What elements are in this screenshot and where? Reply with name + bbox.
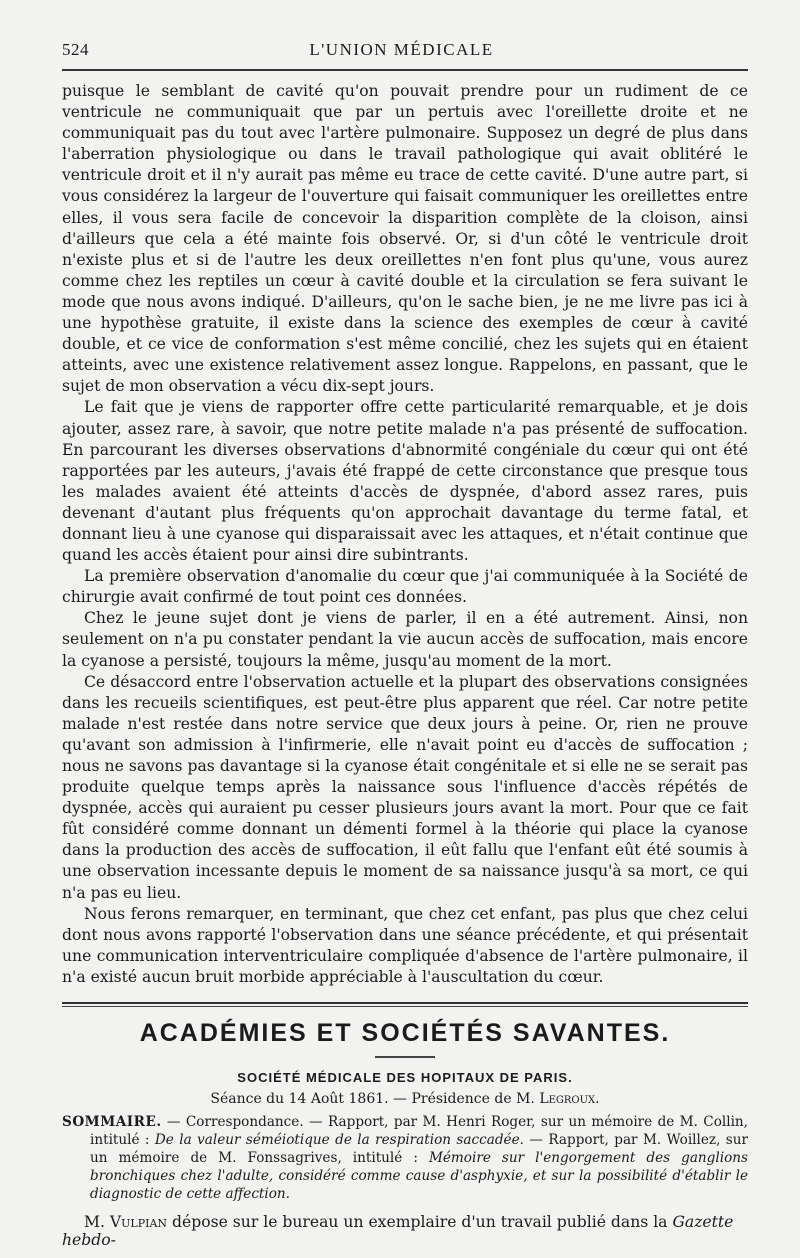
- section-title: ACADÉMIES ET SOCIÉTÉS SAVANTES.: [139, 1019, 671, 1048]
- session-prefix: Séance du 14 Août 1861. — Présidence de M.: [210, 1091, 540, 1108]
- paragraph: puisque le semblant de cavité qu'on pouvait prendre pour un rudiment de ce ventricule ne communiquait que par un pertuis avec l'oreillette droite et ne communiquait pas du tout avec l'artère pulmonaire. Supposez un degré de plus dans l'aberration physiologique ou dans le travail pathologique qui avait oblitéré le ventricule droit et il n'y aurait pas même eu trace de cette cavité. D'une autre part, si vous considérez la largeur de l'ouverture qui faisait communiquer les oreillettes entre elles, il vous sera facile de concevoir la disparition complète de la cloison, ainsi d'ailleurs que cela a été mainte fois observé. Or, si d'un côté le ventricule droit n'existe plus et si de l'autre les deux oreillettes n'en font plus qu'une, vous aurez comme chez les reptiles un cœur à cavité double et la circulation se fera suivant le mode que nous avons indiqué. D'ailleurs, qu'on le sache bien, je ne me livre pas ici à une hypothèse gratuite, il existe dans la science des exemples de cœur à cavité double, et ce vice de conformation s'est même concilié, chez les sujets qui en étaient atteints, avec une existence relativement assez longue. Rappelons, en passant, que le sujet de mon observation a vécu dix-sept jours.: [62, 82, 748, 396]
- last-line-journal: Gazette hebdo-: [62, 1213, 734, 1250]
- paragraph: Le fait que je viens de rapporter offre cette particularité remarquable, et je dois ajouter, assez rare, à savoir, que notre petite malade n'a pas présenté de suffocation. En parcourant les diverses observations d'abnormité congéniale du cœur qui ont été rapportées par les auteurs, j'avais été frappé de cette circonstance que presque tous les malades avaient été atteints d'accès de dyspnée, d'abord assez rares, puis devenant d'autant plus fréquents qu'on approchait davantage du terme fatal, et donnant lieu à une cyanose qui disparaissait avec les attaques, et n'était continue que quand les accès étaient pour ainsi dire subintrants.: [62, 398, 748, 565]
- session-president: Legroux: [539, 1091, 596, 1108]
- session-suffix: .: [595, 1091, 600, 1108]
- paragraph: Nous ferons remarquer, en terminant, que chez cet enfant, pas plus que chez celui dont nous avons rapporté l'observation dans une séance précédente, et qui présentait une communication interventriculaire compliquée d'absence de l'artère pulmonaire, il n'a existé aucun bruit morbide appréciable à l'auscultation du cœur.: [62, 904, 748, 986]
- paragraph: La première observation d'anomalie du cœur que j'ai communiquée à la Société de chirurgie avait confirmé de tout point ces données.: [62, 567, 748, 607]
- last-line-name: Vulpian: [109, 1213, 168, 1232]
- running-head: [62, 40, 748, 60]
- title-underline: [375, 1056, 435, 1058]
- summary-label: SOMMAIRE.: [62, 1114, 162, 1131]
- summary-title1: De la valeur séméiotique de la respiration saccadée.: [154, 1132, 524, 1149]
- session-line: [62, 1091, 748, 1107]
- section-rule: [62, 1002, 748, 1004]
- paragraph: Chez le jeune sujet dont je viens de parler, il en a été autrement. Ainsi, non seulement on n'a pu constater pendant la vie aucun accès de suffocation, mais encore la cyanose a persisté, toujours la même, jusqu'au moment de la mort.: [62, 609, 748, 670]
- last-line-text: dépose sur le bureau un exemplaire d'un travail publié dans la: [167, 1213, 673, 1232]
- summary-part1: — Correspondance. — Rapport, par M. Henri Roger, sur un mémoire de M. Collin, intitulé :: [90, 1114, 748, 1149]
- section-rule-thin: [62, 1006, 748, 1007]
- summary-title2: Mémoire sur l'engorgement des ganglions bronchiques chez l'adulte, considéré comme cause d'asphyxie, et sur la possibilité d'établir le diagnostic de cette affection.: [90, 1150, 748, 1203]
- paragraph: Ce désaccord entre l'observation actuelle et la plupart des observations consignées dans les recueils scientifiques, est peut-être plus apparent que réel. Car notre petite malade n'est restée dans notre service que deux jours à peine. Or, rien ne prouve qu'avant son admission à l'infirmerie, elle n'avait point eu d'accès de suffocation ; nous ne savons pas davantage si la cyanose était congénitale et si elle ne se serait pas produite quelque temps après la naissance sous l'influence d'accès répétés de dyspnée, accès qui auraient pu cesser plusieurs jours avant la mort. Pour que ce fait fût considéré comme donnant un démenti formel à la théorie qui place la cyanose dans la production des accès de suffocation, il eût fallu que l'enfant eût été soumis à une observation incessante depuis le moment de sa naissance jusqu'à sa mort, ce qui n'a pas eu lieu.: [62, 672, 748, 902]
- summary: [62, 1113, 748, 1203]
- last-line-prefix: M.: [84, 1213, 110, 1232]
- society-name: SOCIÉTÉ MÉDICALE DES HOPITAUX DE PARIS.: [237, 1070, 573, 1086]
- journal-title: L'UNION MÉDICALE: [309, 40, 494, 59]
- article-body: [62, 81, 748, 988]
- header-rule: [62, 69, 748, 71]
- page-number: 524: [62, 40, 89, 59]
- summary-part2: — Rapport, par M. Woillez, sur un mémoire de M. Fonssagrives, intitulé :: [90, 1132, 749, 1167]
- last-line: [62, 1213, 748, 1249]
